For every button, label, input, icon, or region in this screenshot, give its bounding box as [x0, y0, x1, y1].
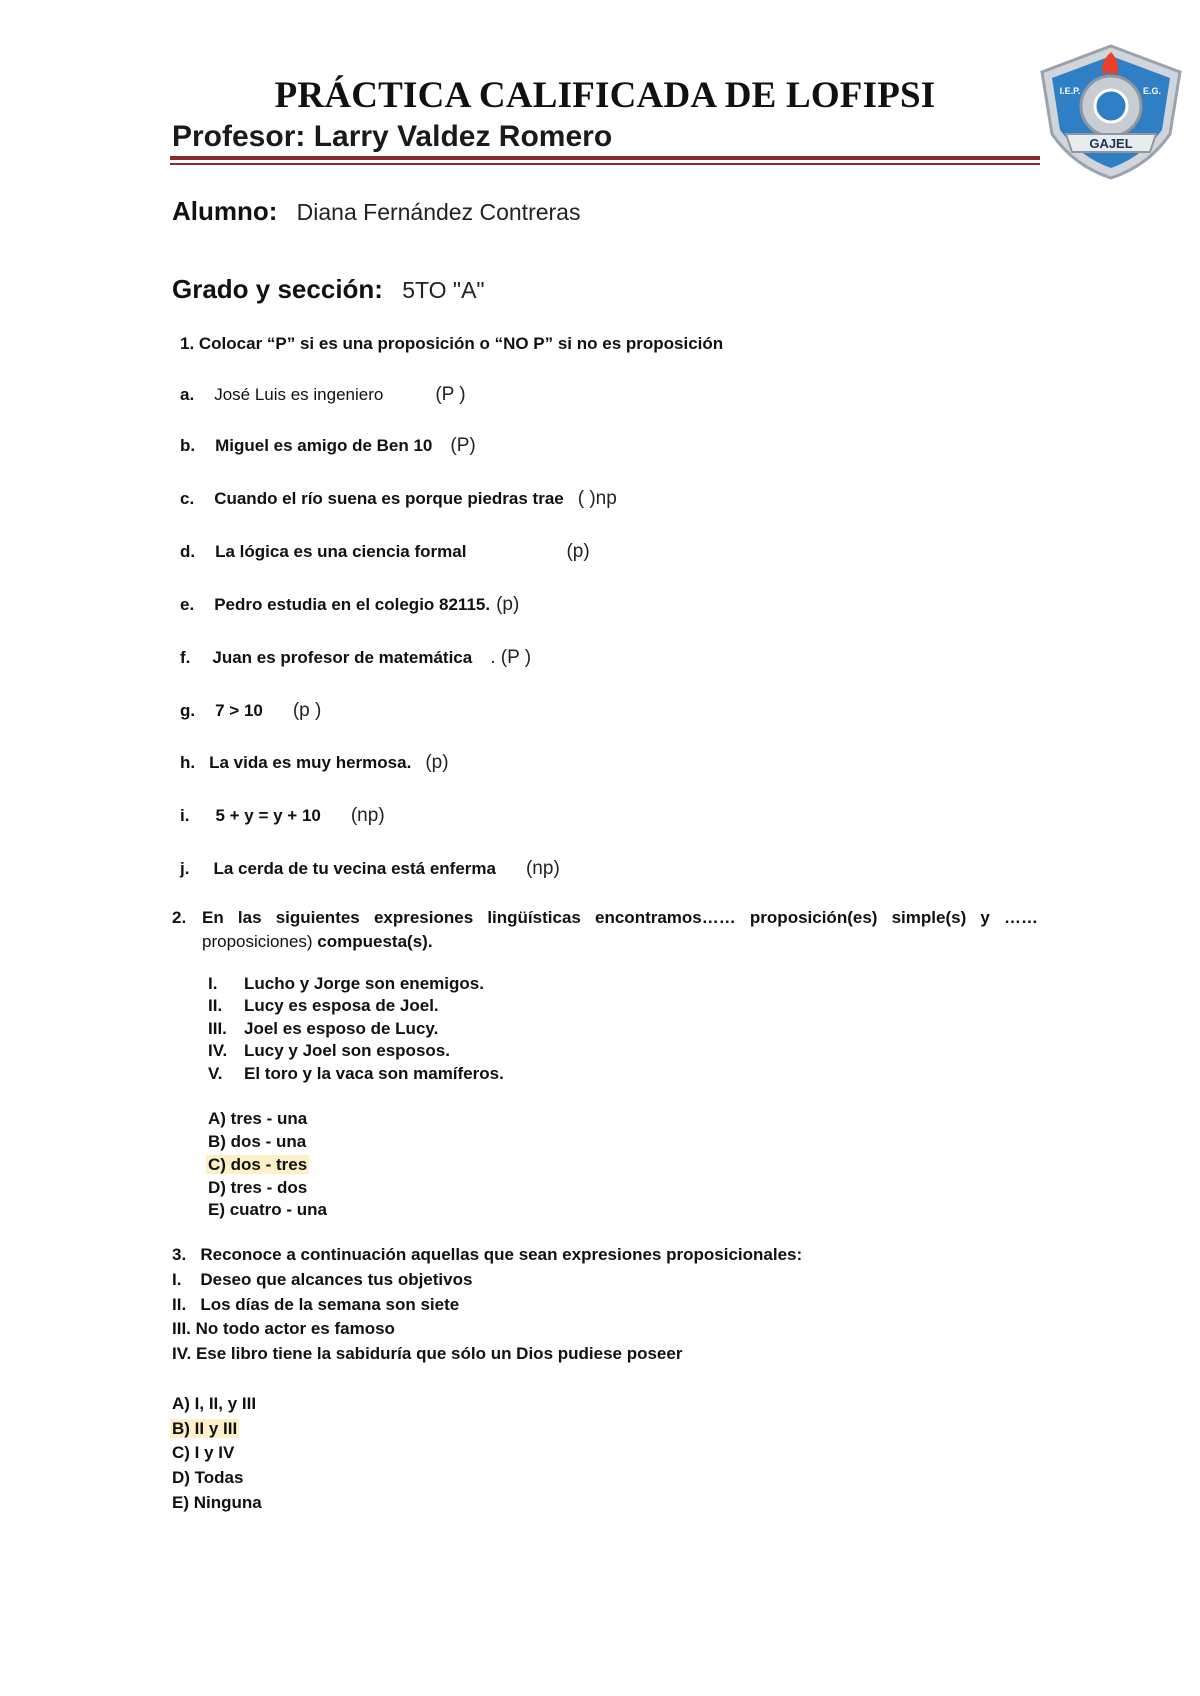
q2-option-e: E) cuatro - una — [208, 1200, 328, 1219]
q2-prompt-cont: proposiciones) compuesta(s). — [202, 932, 433, 951]
q1-item-d: d. La lógica es una ciencia formal (p) — [180, 541, 590, 562]
q1-answer-e: (p) — [496, 594, 520, 615]
q2-statement-2: II. Lucy es esposa de Joel. — [208, 996, 439, 1015]
q1-answer-f: . (P ) — [490, 647, 532, 668]
school-logo-icon — [1036, 42, 1186, 180]
q2-highlighted-answer: C) dos - tres — [208, 1155, 308, 1174]
q3-option-b — [170, 1419, 239, 1439]
q1-item-e: e. Pedro estudia en el colegio 82115. (p) — [180, 594, 520, 615]
q3-statement-4: IV. Ese libro tiene la sabiduría que sólo un Dios pudiese poseer — [172, 1344, 683, 1363]
teacher-name: Profesor: Larry Valdez Romero — [172, 120, 613, 153]
logo-right-text: E.G. — [1142, 86, 1162, 96]
q1-item-a: a. José Luis es ingeniero (P ) — [180, 384, 466, 405]
q2-statement-3: III. Joel es esposo de Lucy. — [208, 1019, 439, 1038]
q1-answer-j: (np) — [525, 858, 560, 879]
q1-answer-a: (P ) — [435, 384, 466, 405]
page-title: PRÁCTICA CALIFICADA DE LOFIPSI — [274, 75, 936, 116]
q2-statement-1: I. Lucho y Jorge son enemigos. — [208, 974, 484, 993]
header-rule-thick — [170, 156, 1040, 160]
q1-item-h: h. La vida es muy hermosa. (p) — [180, 752, 449, 773]
q1-prompt: 1. Colocar “P” si es una proposición o “NO P” si no es proposición — [180, 334, 724, 353]
q3-option-d: D) Todas — [172, 1468, 244, 1487]
q3-option-a: A) I, II, y III — [172, 1394, 257, 1413]
q1-item-c: c. Cuando el río suena es porque piedras trae ( )np — [180, 488, 617, 509]
q3-statement-1: I. Deseo que alcances tus objetivos — [172, 1270, 473, 1289]
q1-answer-d: (p) — [566, 541, 590, 562]
grade-section-label: Grado y sección: — [172, 274, 383, 304]
student-name-field — [172, 196, 580, 227]
q1-answer-g: (p ) — [292, 700, 322, 721]
grade-section-field — [172, 274, 485, 305]
q2-option-d: D) tres - dos — [208, 1178, 308, 1197]
q3-highlighted-answer: B) II y III — [172, 1419, 238, 1438]
q1-item-j: j. La cerda de tu vecina está enferma (np) — [180, 858, 560, 879]
q1-answer-c: ( )np — [577, 488, 617, 509]
q1-answer-h: (p) — [425, 752, 449, 773]
q2-number: 2. — [172, 908, 187, 927]
q3-statement-3: III. No todo actor es famoso — [172, 1319, 395, 1338]
q1-answer-b: (P) — [450, 435, 476, 456]
logo-left-text: I.E.P. — [1059, 86, 1081, 96]
q1-answer-i: (np) — [350, 805, 385, 826]
q3-statement-2: II. Los días de la semana son siete — [172, 1295, 460, 1314]
q3-option-c: C) I y IV — [172, 1443, 235, 1462]
q2-option-a: A) tres - una — [208, 1109, 308, 1128]
q2-statement-4: IV. Lucy y Joel son esposos. — [208, 1041, 450, 1060]
grade-section-value: 5TO "A" — [402, 277, 485, 303]
q3-prompt: 3. Reconoce a continuación aquellas que sean expresiones proposicionales: — [172, 1245, 803, 1264]
q3-option-e: E) Ninguna — [172, 1493, 262, 1512]
q2-prompt-line: En las siguientes expresiones lingüísticas encontramos…… proposición(es) simple(s) y …… — [202, 908, 1039, 927]
q2-option-b: B) dos - una — [208, 1132, 307, 1151]
q1-item-i: i. 5 + y = y + 10 (np) — [180, 805, 385, 826]
q1-item-b: b. Miguel es amigo de Ben 10 (P) — [180, 435, 476, 456]
logo-banner-text: GAJEL — [1089, 136, 1133, 151]
student-name-label: Alumno: — [172, 196, 278, 226]
q1-item-g: g. 7 > 10 (p ) — [180, 700, 322, 721]
header-rule-thin — [170, 163, 1040, 165]
q2-statement-5: V. El toro y la vaca son mamíferos. — [208, 1064, 504, 1083]
q2-option-c — [206, 1155, 309, 1175]
q1-item-f: f. Juan es profesor de matemática . (P ) — [180, 647, 532, 668]
student-name-value: Diana Fernández Contreras — [296, 199, 581, 225]
